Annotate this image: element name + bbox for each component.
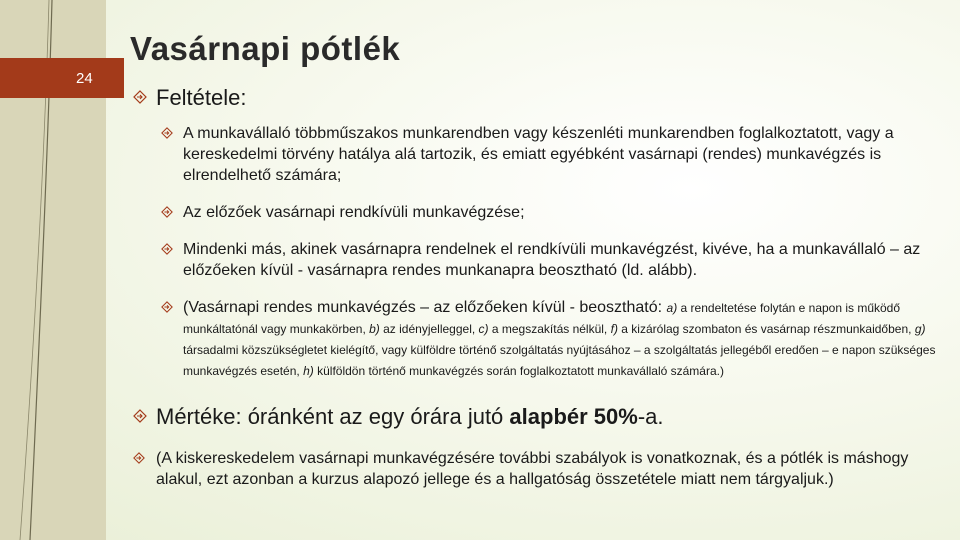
measure-item bbox=[133, 403, 943, 430]
diamond-arrow-icon bbox=[161, 243, 173, 255]
measure-suffix: -a. bbox=[637, 404, 664, 429]
diamond-arrow-icon bbox=[161, 127, 173, 139]
diamond-arrow-icon bbox=[133, 452, 145, 464]
note-letter: f) bbox=[610, 322, 618, 336]
condition-heading: Feltétele: bbox=[156, 85, 247, 110]
measure-prefix: Mértéke: óránként az egy órára jutó bbox=[156, 404, 510, 429]
diamond-arrow-icon bbox=[161, 301, 173, 313]
footnote-item bbox=[133, 448, 943, 490]
diamond-arrow-icon bbox=[133, 90, 147, 104]
footnote-text: (A kiskereskedelem vasárnapi munkavégzésére további szabályok is vonatkoznak, és a pótlék is máshogy alakul, ezt azonban a kurzus alapozó jellege és a hallgatóság összetétele miatt nem tárgyaljuk.) bbox=[156, 450, 909, 488]
note-text: társadalmi közszükségletet kielégítő, vagy külföldre történő szolgáltatás nyújtásához – a szolgáltatás jellegéből eredően – e napon szükséges munkavégzés esetén, bbox=[183, 343, 936, 378]
measure-bold: alapbér 50% bbox=[509, 404, 638, 429]
diamond-arrow-icon bbox=[133, 409, 147, 423]
note-letter: h) bbox=[303, 364, 314, 378]
condition-item bbox=[161, 239, 943, 281]
note-item bbox=[161, 297, 943, 381]
note-letter: a) bbox=[666, 301, 678, 315]
note-letter: g) bbox=[914, 322, 926, 336]
page-number-badge bbox=[0, 58, 124, 98]
note-text: külföldön történő munkavégzés során foglalkoztatott munkavállaló számára.) bbox=[313, 364, 724, 378]
condition-heading-item bbox=[133, 84, 943, 111]
note-letter: c) bbox=[478, 322, 489, 336]
condition-text: Mindenki más, akinek vasárnapra rendelnek el rendkívüli munkavégzést, kivéve, ha a munkavállaló – az előzőeken kívül - vasárnapra rendes munkanapra beosztható (ld. alább). bbox=[183, 241, 921, 279]
condition-text: A munkavállaló többműszakos munkarendben vagy készenléti munkarendben foglalkoztatott, vagy a kereskedelmi törvény hatálya alá tartozik, és emiatt egyébként vasárnapi (rendes) munkavégzés is elrendelhető számára; bbox=[183, 125, 894, 184]
condition-text: Az előzőek vasárnapi rendkívüli munkavégzése; bbox=[183, 204, 525, 221]
slide-content bbox=[133, 84, 943, 490]
note-text: a megszakítás nélkül, bbox=[488, 322, 608, 336]
slide-title: Vasárnapi pótlék bbox=[130, 30, 401, 67]
diamond-arrow-icon bbox=[161, 206, 173, 218]
condition-item bbox=[161, 202, 943, 223]
note-text: a rendeltetése folytán e napon is működő munkáltatónál vagy munkakörben, bbox=[183, 301, 901, 336]
note-text: az idényjelleggel, bbox=[379, 322, 476, 336]
condition-item bbox=[161, 123, 943, 186]
note-text: a kizárólag szombaton és vasárnap részmunkaidőben, bbox=[617, 322, 912, 336]
page-number: 24 bbox=[76, 69, 93, 87]
note-letter: b) bbox=[369, 322, 380, 336]
note-lead: (Vasárnapi rendes munkavégzés – az előzőeken kívül - beosztható: bbox=[183, 299, 663, 316]
